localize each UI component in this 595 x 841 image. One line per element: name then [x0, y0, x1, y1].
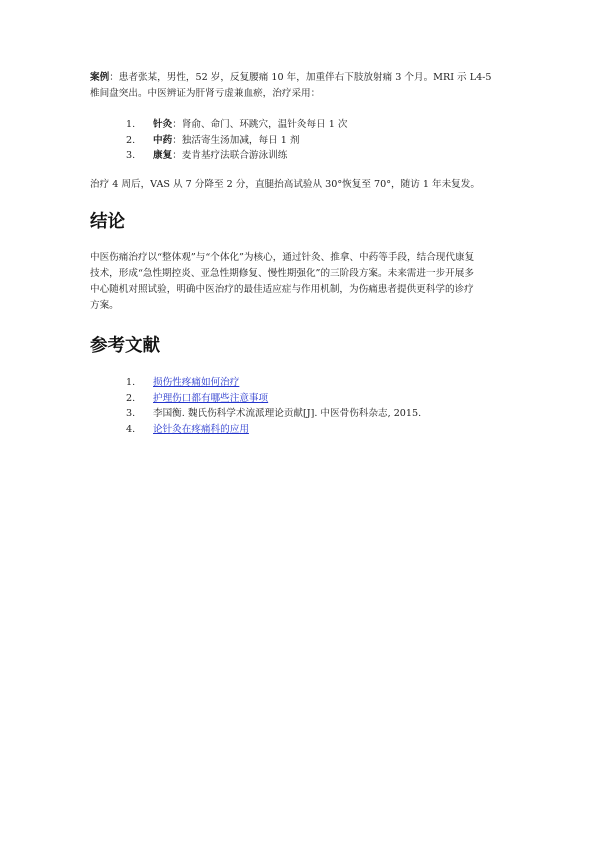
case-paragraph	[90, 70, 510, 102]
conclusion-line: 中医伤痛治疗以“整体观”与“个体化”为核心，通过针灸、推拿、中药等手段，结合现代康复	[90, 252, 475, 263]
list-item	[126, 375, 421, 391]
treatment-label: 针灸	[153, 119, 173, 130]
case-text-line-2: 椎间盘突出。中医辨证为肝肾亏虚兼血瘀，治疗采用：	[90, 88, 321, 99]
treatment-text: ：独活寄生汤加减，每日 1 剂	[172, 134, 300, 146]
list-number: 3.	[126, 150, 136, 161]
treatment-list	[126, 117, 347, 164]
list-number: 4.	[126, 423, 136, 435]
conclusion-heading: 结论	[90, 212, 125, 232]
treatment-text: ：麦肯基疗法联合游泳训练	[172, 150, 288, 161]
conclusion-line: 技术，形成“急性期控炎、亚急性期修复、慢性期强化”的三阶段方案。未来需进一步开展多	[90, 268, 474, 279]
conclusion-line: 方案。	[90, 300, 119, 311]
conclusion-line: 中心随机对照试验，明确中医治疗的最佳适应症与作用机制，为伤痛患者提供更科学的诊疗	[90, 284, 474, 295]
list-number: 1.	[126, 119, 136, 130]
list-item	[126, 391, 421, 407]
treatment-label: 康复	[153, 150, 173, 161]
list-number: 2.	[126, 134, 136, 146]
reference-list	[126, 375, 421, 437]
reference-link-1[interactable]: 损伤性疼痛如何治疗	[153, 377, 240, 388]
reference-text-3: 李国衡. 魏氏伤科学术流派理论贡献[J]. 中医骨伤科杂志, 2015.	[153, 408, 422, 419]
list-item	[126, 406, 421, 422]
list-number: 2.	[126, 392, 136, 404]
list-item	[126, 422, 421, 438]
reference-link-2[interactable]: 护理伤口都有哪些注意事项	[153, 392, 269, 404]
treatment-label: 中药	[153, 134, 173, 146]
references-heading: 参考文献	[90, 336, 160, 356]
list-item	[126, 117, 347, 133]
list-item	[126, 133, 347, 149]
list-number: 1.	[126, 377, 136, 388]
case-label: 案例	[90, 72, 110, 83]
case-text-line-1: ：患者张某，男性，52 岁，反复腰痛 10 年，加重伴右下肢放射痛 3 个月。MRI 示 L4-5	[109, 72, 492, 83]
list-number: 3.	[126, 408, 136, 419]
list-item	[126, 148, 347, 164]
treatment-text: ：肾俞、命门、环跳穴，温针灸每日 1 次	[172, 119, 348, 130]
reference-link-4[interactable]: 论针灸在疼痛科的应用	[153, 423, 249, 435]
result-paragraph: 治疗 4 周后，VAS 从 7 分降至 2 分，直腿抬高试验从 30°恢复至 70°，随访 1 年未复发。	[90, 179, 480, 190]
conclusion-paragraph	[90, 250, 510, 314]
